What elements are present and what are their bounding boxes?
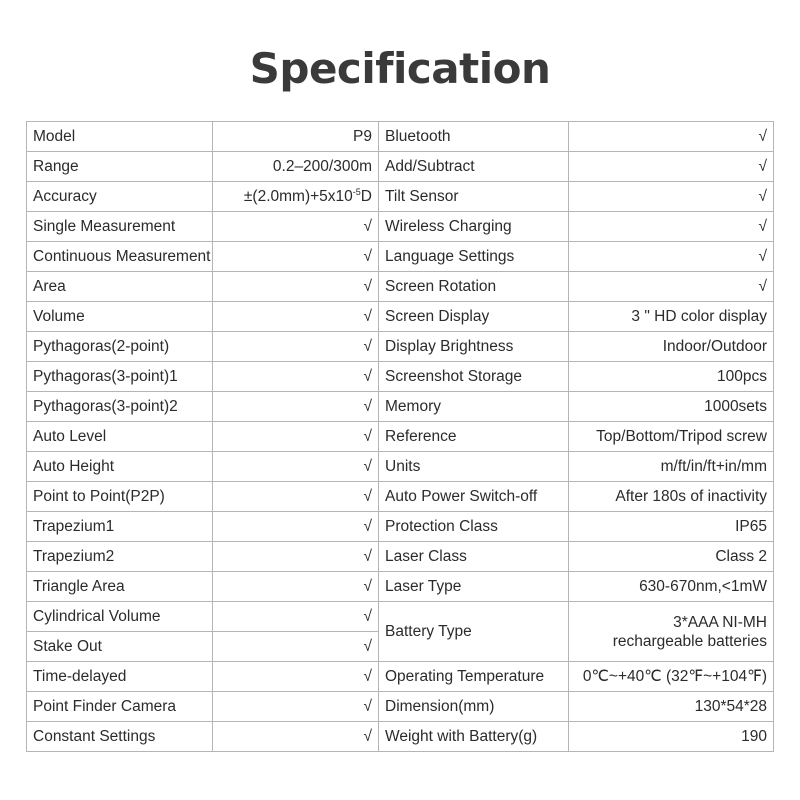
table-row — [27, 722, 774, 752]
spec-label: Screen Display — [379, 302, 569, 332]
table-row — [27, 602, 774, 632]
table-row — [27, 422, 774, 452]
spec-label: Accuracy — [27, 182, 213, 212]
spec-value: 630-670nm,<1mW — [569, 572, 774, 602]
spec-label: Point to Point(P2P) — [27, 482, 213, 512]
spec-label: Model — [27, 122, 213, 152]
spec-value: Indoor/Outdoor — [569, 332, 774, 362]
spec-value: √ — [213, 542, 379, 572]
table-row — [27, 122, 774, 152]
spec-value: √ — [569, 152, 774, 182]
spec-value: 0℃~+40℃ (32℉~+104℉) — [569, 662, 774, 692]
table-row — [27, 212, 774, 242]
spec-value: 130*54*28 — [569, 692, 774, 722]
spec-label: Point Finder Camera — [27, 692, 213, 722]
spec-label: Reference — [379, 422, 569, 452]
spec-value: √ — [569, 122, 774, 152]
specification-table — [26, 121, 774, 752]
spec-label: Screenshot Storage — [379, 362, 569, 392]
spec-label: Bluetooth — [379, 122, 569, 152]
spec-label: Trapezium2 — [27, 542, 213, 572]
spec-value: √ — [213, 422, 379, 452]
table-row — [27, 392, 774, 422]
spec-value: √ — [213, 602, 379, 632]
battery-type-line1: 3*AAA NI-MH — [673, 613, 767, 631]
spec-label: Auto Height — [27, 452, 213, 482]
accuracy-suffix: D — [360, 188, 372, 206]
table-row — [27, 182, 774, 212]
spec-value: 190 — [569, 722, 774, 752]
spec-label: Language Settings — [379, 242, 569, 272]
spec-label: Pythagoras(3-point)2 — [27, 392, 213, 422]
spec-value: 100pcs — [569, 362, 774, 392]
spec-label: Time-delayed — [27, 662, 213, 692]
spec-value: Top/Bottom/Tripod screw — [569, 422, 774, 452]
spec-label: Wireless Charging — [379, 212, 569, 242]
spec-label: Add/Subtract — [379, 152, 569, 182]
spec-value: P9 — [213, 122, 379, 152]
spec-label: Tilt Sensor — [379, 182, 569, 212]
spec-value: After 180s of inactivity — [569, 482, 774, 512]
spec-value: √ — [569, 272, 774, 302]
table-row — [27, 302, 774, 332]
spec-label: Auto Level — [27, 422, 213, 452]
table-row — [27, 332, 774, 362]
spec-value: IP65 — [569, 512, 774, 542]
spec-value: √ — [213, 632, 379, 662]
spec-value — [213, 182, 379, 212]
spec-value: 1000sets — [569, 392, 774, 422]
spec-value: √ — [213, 452, 379, 482]
spec-label: Cylindrical Volume — [27, 602, 213, 632]
spec-label: Single Measurement — [27, 212, 213, 242]
spec-label: Units — [379, 452, 569, 482]
battery-type-line2: rechargeable batteries — [612, 632, 767, 650]
spec-value: √ — [213, 212, 379, 242]
spec-label: Pythagoras(2-point) — [27, 332, 213, 362]
spec-label: Constant Settings — [27, 722, 213, 752]
accuracy-base: ±(2.0mm)+5x10 — [243, 188, 353, 206]
spec-label: Battery Type — [379, 602, 569, 662]
spec-label: Continuous Measurement — [27, 242, 213, 272]
spec-label: Laser Class — [379, 542, 569, 572]
spec-value: √ — [213, 662, 379, 692]
accuracy-exponent: -5 — [352, 186, 361, 197]
spec-value: √ — [213, 482, 379, 512]
table-row — [27, 242, 774, 272]
spec-label: Display Brightness — [379, 332, 569, 362]
table-row — [27, 482, 774, 512]
spec-label: Protection Class — [379, 512, 569, 542]
spec-label: Operating Temperature — [379, 662, 569, 692]
table-row — [27, 572, 774, 602]
spec-label: Trapezium1 — [27, 512, 213, 542]
spec-value: √ — [213, 572, 379, 602]
spec-value: √ — [213, 722, 379, 752]
spec-value: √ — [213, 302, 379, 332]
table-row — [27, 662, 774, 692]
spec-value: √ — [213, 512, 379, 542]
table-row — [27, 692, 774, 722]
spec-value: 3 " HD color display — [569, 302, 774, 332]
spec-label: Auto Power Switch-off — [379, 482, 569, 512]
spec-value: √ — [213, 272, 379, 302]
spec-label: Stake Out — [27, 632, 213, 662]
spec-value: √ — [569, 182, 774, 212]
spec-value: √ — [213, 392, 379, 422]
spec-value — [569, 602, 774, 662]
table-row — [27, 452, 774, 482]
spec-value: √ — [213, 242, 379, 272]
table-row — [27, 512, 774, 542]
spec-label: Weight with Battery(g) — [379, 722, 569, 752]
spec-value: √ — [569, 212, 774, 242]
spec-value: √ — [213, 332, 379, 362]
spec-value: √ — [569, 242, 774, 272]
spec-value: 0.2–200/300m — [213, 152, 379, 182]
spec-value: Class 2 — [569, 542, 774, 572]
table-row — [27, 272, 774, 302]
table-row — [27, 542, 774, 572]
spec-label: Triangle Area — [27, 572, 213, 602]
spec-label: Screen Rotation — [379, 272, 569, 302]
spec-value: √ — [213, 362, 379, 392]
spec-label: Dimension(mm) — [379, 692, 569, 722]
table-row — [27, 362, 774, 392]
spec-label: Pythagoras(3-point)1 — [27, 362, 213, 392]
spec-label: Area — [27, 272, 213, 302]
page-title: Specification — [249, 44, 551, 93]
spec-label: Volume — [27, 302, 213, 332]
spec-value: m/ft/in/ft+in/mm — [569, 452, 774, 482]
table-row — [27, 152, 774, 182]
spec-label: Memory — [379, 392, 569, 422]
spec-value: √ — [213, 692, 379, 722]
spec-label: Laser Type — [379, 572, 569, 602]
spec-label: Range — [27, 152, 213, 182]
